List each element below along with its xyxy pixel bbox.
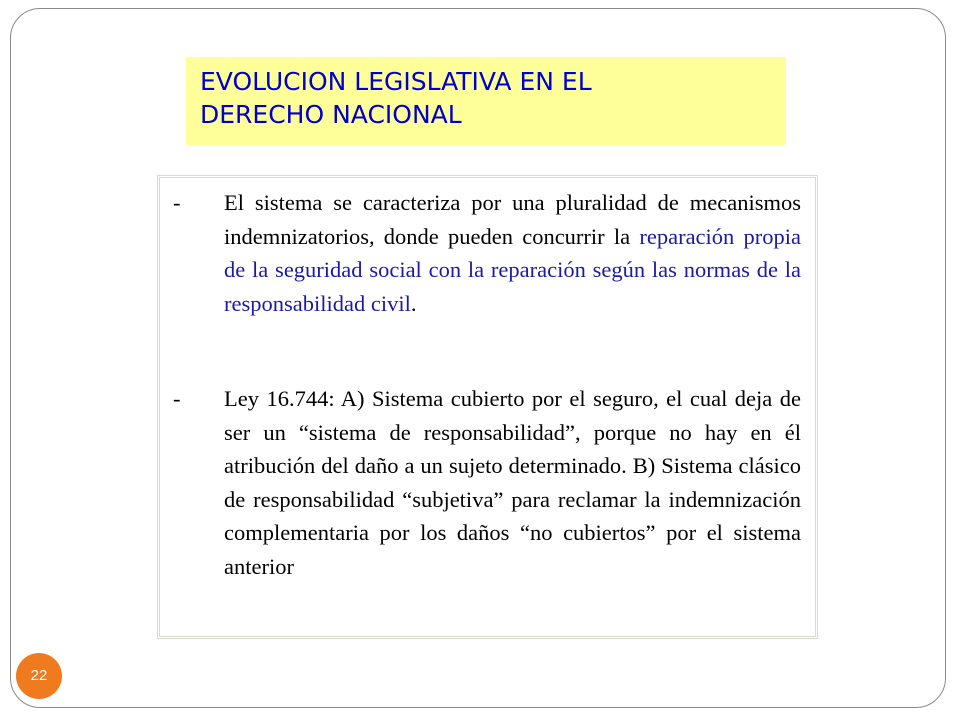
bullet-dash: - — [173, 386, 181, 411]
slide-number-badge: 22 — [16, 653, 62, 699]
slide-title: EVOLUCION LEGISLATIVA EN EL DERECHO NACIONAL — [200, 67, 592, 129]
bullet-item-2 — [160, 382, 815, 583]
bullet-text-1-part1: El sistema se caracteriza por una pluralidad de mecanismos indemnizatorios, donde pueden concurrir la — [224, 190, 801, 249]
bullet-text-1-highlight: reparación propia de la seguridad social con la reparación según las normas de la responsabilidad civil — [224, 223, 801, 316]
content-box — [157, 175, 818, 639]
title-box — [186, 57, 786, 145]
bullet-item-1 — [160, 186, 815, 320]
bullet-dash: - — [173, 190, 181, 215]
bullet-text-1 — [224, 186, 801, 320]
bullet-text-2: Ley 16.744: A) Sistema cubierto por el seguro, el cual deja de ser un “sistema de responsabilidad”, porque no hay en él atribución del daño a un sujeto determinado. B) Sistema clásico de responsabilidad “subjetiva” para reclamar la indemnización complementaria por los daños “no cubiertos” por el sistema anterior — [224, 386, 801, 579]
bullet-text-1-part3: . — [410, 290, 417, 316]
